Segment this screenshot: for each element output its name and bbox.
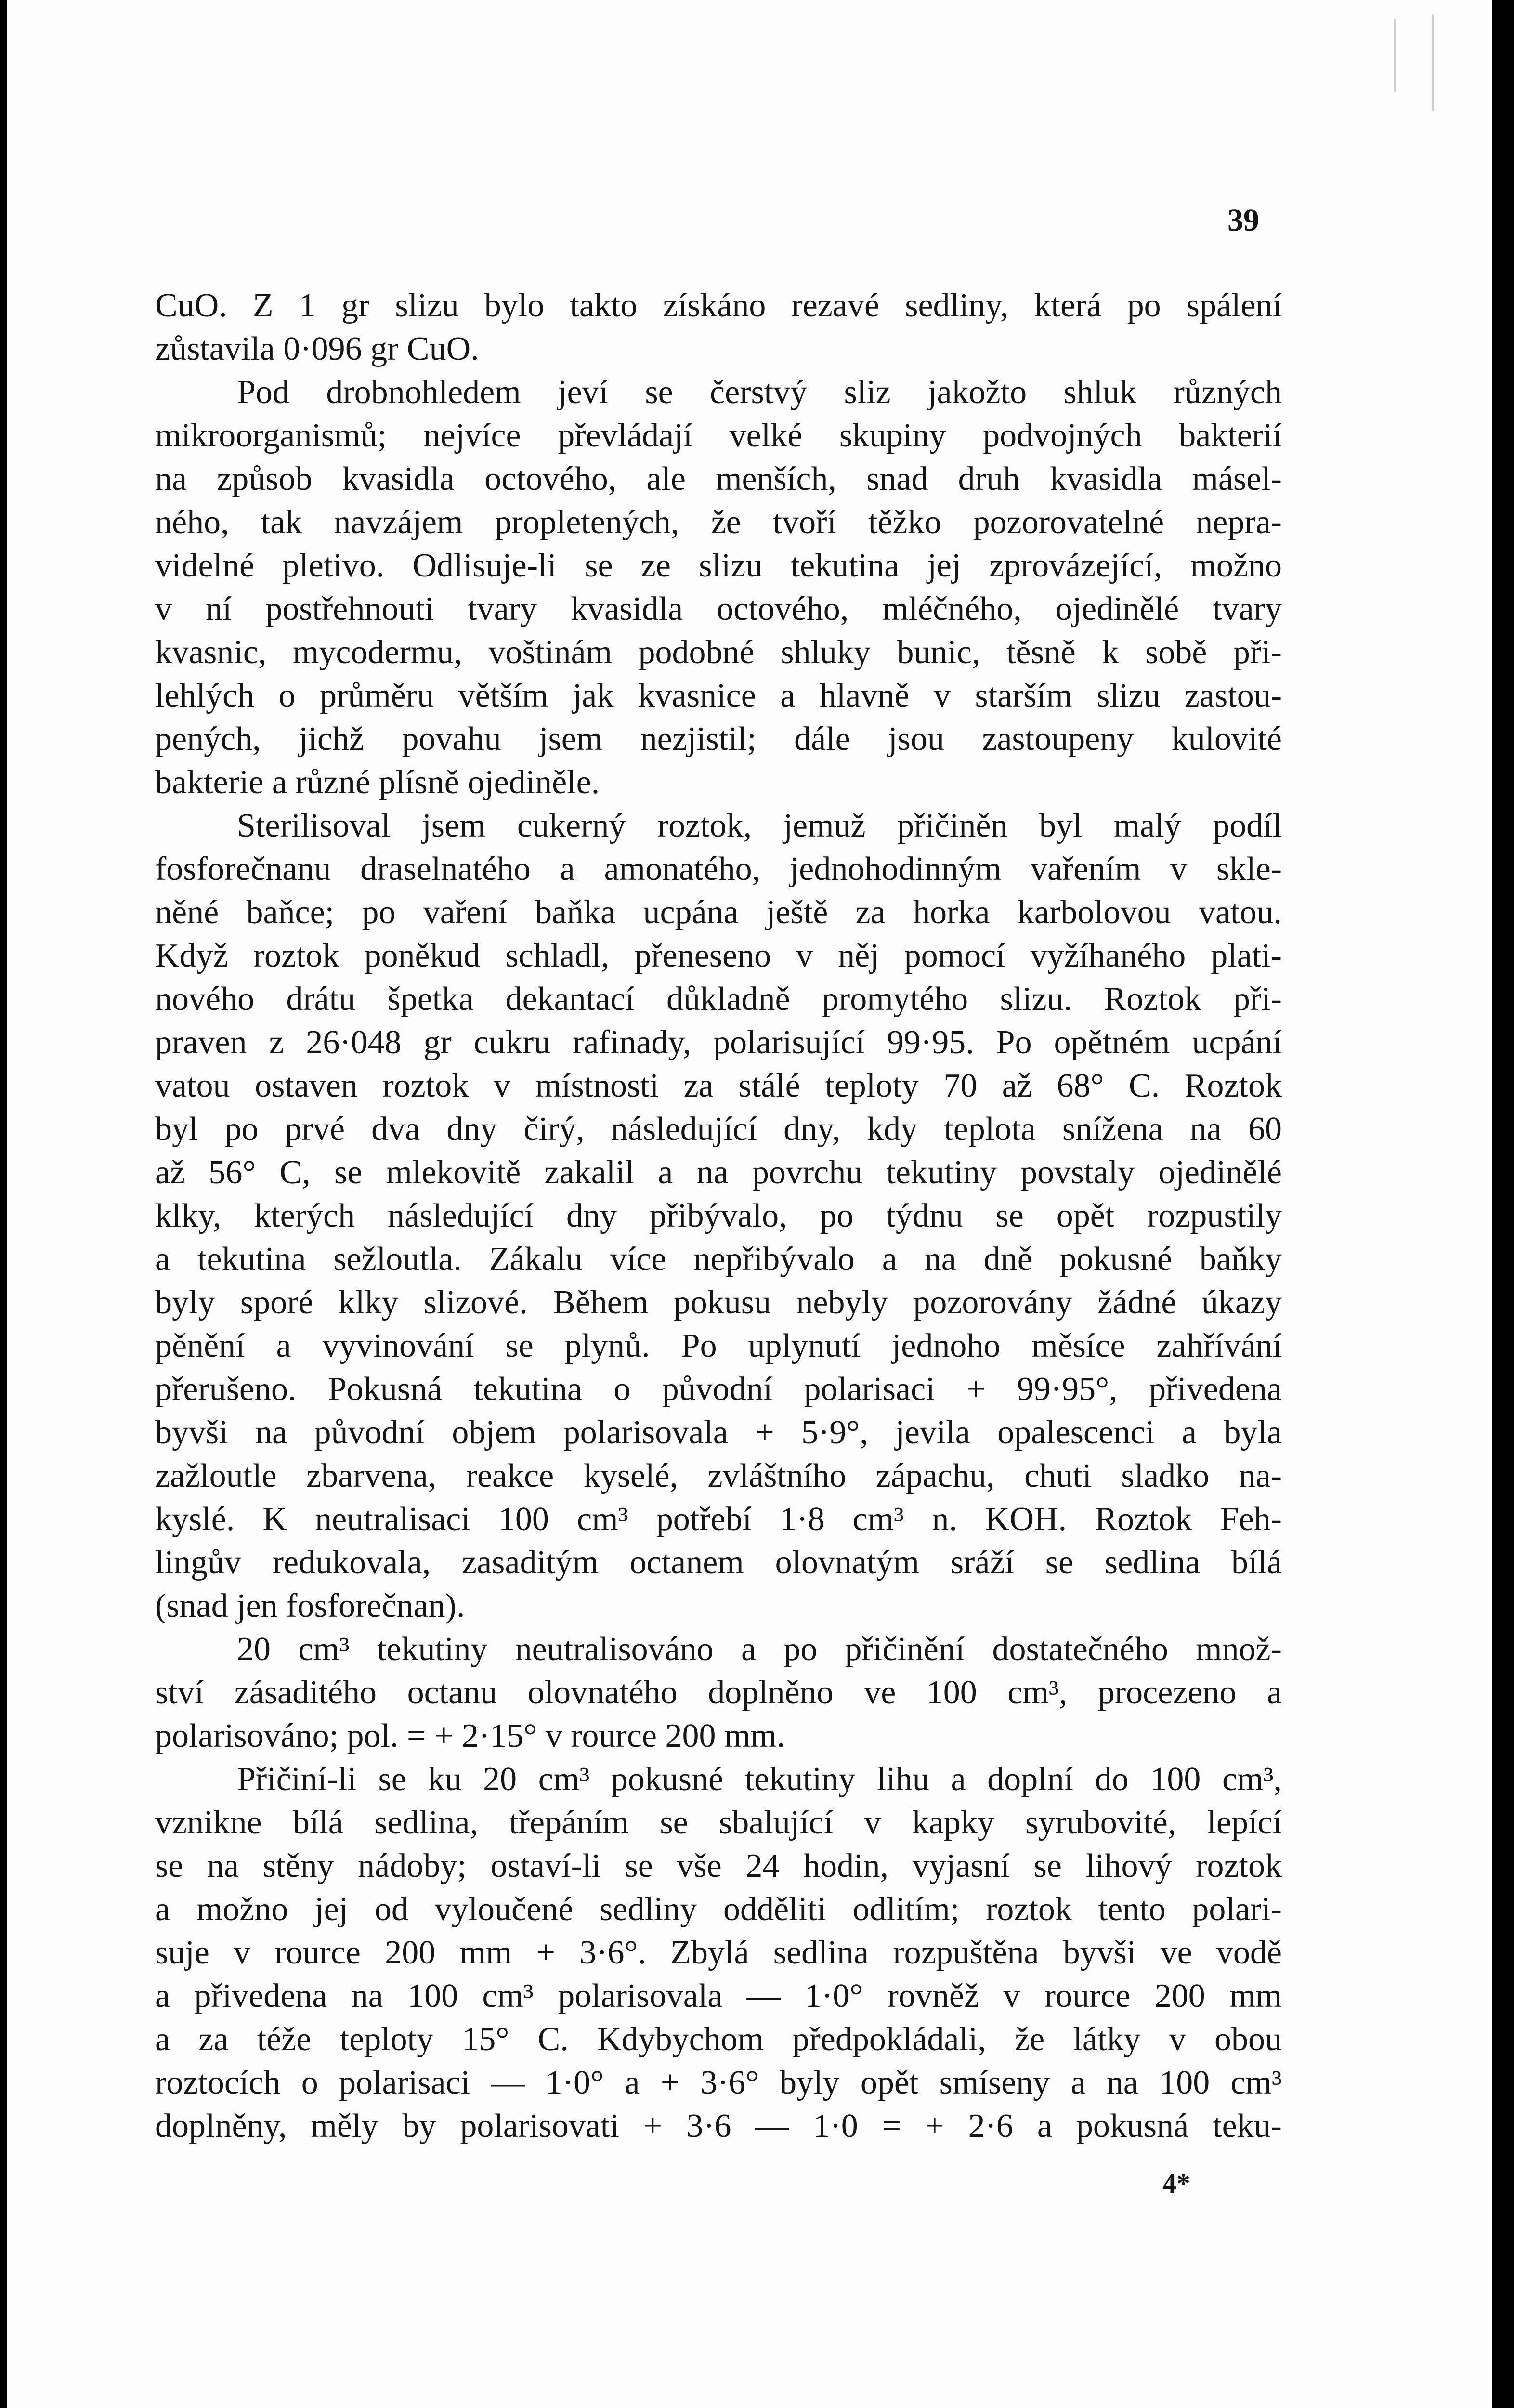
- scan-edge-mark: [1432, 14, 1434, 111]
- text-line: roztocích o polarisaci — 1·0° a + 3·6° byly opět smíseny a na 100 cm³: [155, 2064, 1282, 2101]
- paper-sheet: [7, 0, 1492, 2408]
- text-line: a možno jej od vyloučené sedliny odděliti odlitím; roztok tento polari-: [155, 1891, 1282, 1928]
- text-line: ství zásaditého octanu olovnatého doplněno ve 100 cm³, procezeno a: [155, 1674, 1282, 1711]
- text-line: kvasnic, mycodermu, voštinám podobné shluky bunic, těsně k sobě při-: [155, 634, 1282, 671]
- body-text: [155, 284, 1282, 2148]
- text-line: suje v rource 200 mm + 3·6°. Zbylá sedlina rozpuštěna byvši ve vodě: [155, 1934, 1282, 1971]
- text-line: Přičiní-li se ku 20 cm³ pokusné tekutiny lihu a doplní do 100 cm³,: [237, 1761, 1282, 1798]
- text-line: doplněny, měly by polarisovati + 3·6 — 1·0 = + 2·6 a pokusná teku-: [155, 2107, 1282, 2145]
- text-line: a tekutina sežloutla. Zákalu více nepřibývalo a na dně pokusné baňky: [155, 1241, 1282, 1278]
- text-line: a přivedena na 100 cm³ polarisovala — 1·0° rovněž v rource 200 mm: [155, 1977, 1282, 2015]
- scan-edge-mark: [1394, 19, 1396, 92]
- text-line: Pod drobnohledem jeví se čerstvý sliz jakožto shluk různých: [237, 374, 1282, 411]
- text-line: byl po prvé dva dny čirý, následující dny, kdy teplota snížena na 60: [155, 1111, 1282, 1148]
- text-line: Když roztok poněkud schladl, přeneseno v něj pomocí vyžíhaného plati-: [155, 937, 1282, 974]
- text-line: byvši na původní objem polarisovala + 5·9°, jevila opalescenci a byla: [155, 1414, 1282, 1451]
- text-line: lingův redukovala, zasaditým octanem olovnatým sráží se sedlina bílá: [155, 1544, 1282, 1581]
- text-line: byly sporé klky slizové. Během pokusu nebyly pozorovány žádné úkazy: [155, 1284, 1282, 1321]
- text-line: se na stěny nádoby; ostaví-li se vše 24 hodin, vyjasní se lihový roztok: [155, 1847, 1282, 1885]
- text-line: videlné pletivo. Odlisuje-li se ze slizu tekutina jej zprovázející, možno: [155, 547, 1282, 584]
- text-line: vatou ostaven roztok v místnosti za stálé teploty 70 až 68° C. Roztok: [155, 1067, 1282, 1104]
- text-line: nového drátu špetka dekantací důkladně promytého slizu. Roztok při-: [155, 981, 1282, 1018]
- text-line: přerušeno. Pokusná tekutina o původní polarisaci + 99·95°, přivedena: [155, 1371, 1282, 1408]
- text-line: 20 cm³ tekutiny neutralisováno a po přičinění dostatečného množ-: [237, 1631, 1282, 1668]
- text-line: CuO. Z 1 gr slizu bylo takto získáno rezavé sedliny, která po spálení: [155, 287, 1282, 324]
- text-line: lehlých o průměru větším jak kvasnice a hlavně v starším slizu zastou-: [155, 677, 1282, 714]
- text-line: zažloutle zbarvena, reakce kyselé, zvláštního zápachu, chuti sladko na-: [155, 1457, 1282, 1494]
- text-line: klky, kterých následující dny přibývalo, po týdnu se opět rozpustily: [155, 1197, 1282, 1234]
- text-line: pených, jichž povahu jsem nezjistil; dále jsou zastoupeny kulovité: [155, 720, 1282, 758]
- text-line: zůstavila 0·096 gr CuO.: [155, 330, 479, 367]
- text-line: pěnění a vyvinování se plynů. Po uplynutí jednoho měsíce zahřívání: [155, 1327, 1282, 1364]
- text-line: polarisováno; pol. = + 2·15° v rource 200 mm.: [155, 1717, 785, 1754]
- text-line: kyslé. K neutralisaci 100 cm³ potřebí 1·8 cm³ n. KOH. Roztok Feh-: [155, 1501, 1282, 1538]
- text-line: fosforečnanu draselnatého a amonatého, jednohodinným vařením v skle-: [155, 851, 1282, 888]
- text-line: Sterilisoval jsem cukerný roztok, jemuž přičiněn byl malý podíl: [237, 807, 1282, 844]
- text-line: na způsob kvasidla octového, ale menších, snad druh kvasidla másel-: [155, 460, 1282, 497]
- text-line: vznikne bílá sedlina, třepáním se sbalující v kapky syrubovité, lepící: [155, 1804, 1282, 1841]
- printer-signature: 4*: [1162, 2168, 1190, 2199]
- text-line: mikroorganismů; nejvíce převládají velké skupiny podvojných bakterií: [155, 417, 1282, 454]
- text-line: praven z 26·048 gr cukru rafinady, polarisující 99·95. Po opětném ucpání: [155, 1024, 1282, 1061]
- page-number: 39: [1227, 203, 1259, 238]
- text-line: bakterie a různé plísně ojediněle.: [155, 764, 600, 801]
- text-line: v ní postřehnouti tvary kvasidla octového, mléčného, ojedinělé tvary: [155, 590, 1282, 628]
- text-line: něné baňce; po vaření baňka ucpána ještě za horka karbolovou vatou.: [155, 894, 1282, 931]
- text-line: (snad jen fosforečnan).: [155, 1587, 465, 1624]
- text-line: a za téže teploty 15° C. Kdybychom předpokládali, že látky v obou: [155, 2021, 1282, 2058]
- text-line: ného, tak navzájem propletených, že tvoří těžko pozorovatelné nepra-: [155, 504, 1282, 541]
- text-line: až 56° C, se mlekovitě zakalil a na povrchu tekutiny povstaly ojedinělé: [155, 1154, 1282, 1191]
